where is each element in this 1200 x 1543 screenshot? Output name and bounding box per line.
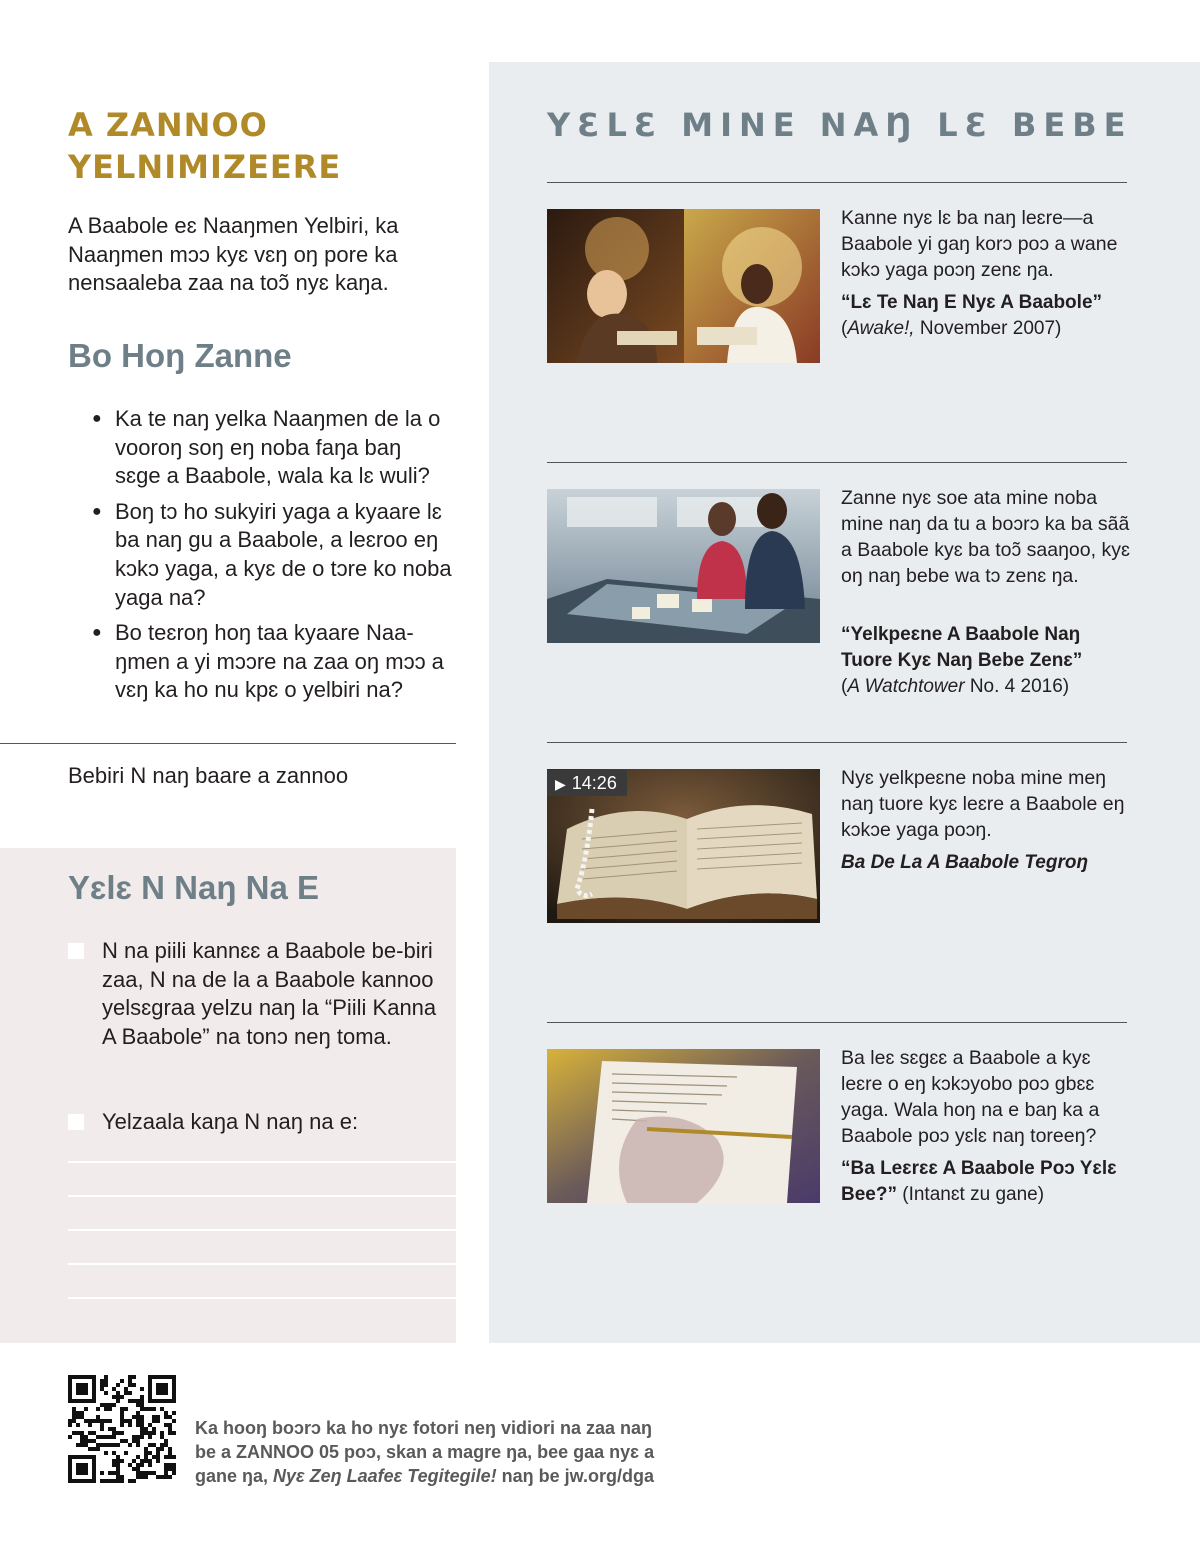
publication-name: Awake!,: [847, 318, 915, 339]
section-divider: [0, 743, 456, 744]
reference-title[interactable]: Ba De La A Baabole Tegroŋ: [841, 852, 1089, 873]
study-date-note[interactable]: Bebiri N naŋ baare a zannoo: [68, 763, 349, 788]
write-line[interactable]: [68, 1297, 456, 1299]
try-it-panel: [0, 848, 456, 1343]
goal-checkbox-item[interactable]: [68, 1108, 438, 1137]
write-line[interactable]: [68, 1263, 456, 1265]
video-duration: 14:26: [571, 773, 617, 793]
explore-item-reference[interactable]: “Lɛ Te Naŋ E Nyɛ A Baabole” (Awake!, November 2007): [841, 292, 1103, 339]
bullet-icon: ●: [92, 624, 102, 642]
brochure-title[interactable]: Nyɛ Zeŋ Laafeɛ Tegitegile!: [273, 1466, 497, 1486]
explore-item-reference[interactable]: “Ba Leɛrɛɛ A Baabole Poɔ Yɛlɛ Bee?” (Intanɛt zu gane): [841, 1158, 1117, 1205]
review-title: Bo Hoŋ Zanne: [68, 337, 292, 374]
bullet-icon: ●: [92, 502, 102, 520]
explore-item-text: Zanne nyɛ soe ata mine noba mine naŋ da tu a boɔrɔ ka ba sãã a Baabole kyɛ ba toɔ̃ saaŋoo, kyɛ oŋ naŋ bebe wa tɔ zenɛ ŋa.: [841, 487, 1130, 587]
item-divider: [547, 182, 1127, 183]
explore-item-reference[interactable]: [841, 850, 1131, 876]
hand-writing-manuscript[interactable]: [547, 1049, 820, 1203]
review-question: [92, 405, 452, 491]
checkbox[interactable]: [68, 943, 84, 959]
review-list: [92, 405, 452, 712]
footer-text: Ka hooŋ boɔrɔ ka ho nyɛ fotori neŋ vidiori na zaa naŋ be a ZANNOO 05 poɔ, skan a magre ŋa, bee gaa nyɛ a gane ŋa, Nyɛ Zeŋ Laafeɛ Tegitegile! naŋ be jw.org/dga: [195, 1418, 655, 1486]
checkbox[interactable]: [68, 1114, 84, 1130]
play-icon: ▶: [555, 776, 566, 792]
summary-text: A Baabole eɛ Naaŋmen Yelbiri, ka Naaŋmen mɔɔ kyɛ vɛŋ oŋ pore ka nensaaleba zaa na toɔ̃ nyɛ kaŋa.: [68, 213, 399, 295]
review-question-text: Bo teɛroŋ hoŋ taa kyaare Naa-ŋmen a yi mɔɔre na zaa oŋ mɔɔ a vɛŋ ka ho nu kpɛ o yelbiri na?: [115, 620, 444, 703]
explore-item-text: Ba leɛ sɛgɛɛ a Baabole a kyɛ leɛre o eŋ kɔkɔyobo poɔ gbɛɛ yaga. Wala hoŋ na e baŋ ka a Baabole poɔ yɛlɛ naŋ toreeŋ?: [841, 1047, 1100, 1147]
review-question: [92, 619, 452, 705]
item-divider: [547, 742, 1127, 743]
review-question-text: Ka te naŋ yelka Naaŋmen de la o vooroŋ soŋ eŋ noba faŋa baŋ sɛge a Baabole, wala ka lɛ wuli?: [115, 406, 441, 489]
reference-title[interactable]: “Yelkpeɛne A Baabole Naŋ Tuore Kyɛ Naŋ Bebe Zenɛ”: [841, 624, 1083, 671]
item-divider: [547, 462, 1127, 463]
goal-text: N na piili kannɛɛ a Baabole be-biri zaa, N na de la a Baabole kannoo yelsɛgraa yelzu naŋ la “Piili Kanna A Baabole” na tonɔ neŋ toma.: [102, 938, 437, 1049]
goal-text: Yelzaala kaŋa N naŋ na e:: [102, 1109, 359, 1134]
write-line[interactable]: [68, 1229, 456, 1231]
review-question-text: Boŋ tɔ ho sukyiri yaga a kyaare lɛ ba naŋ gu a Baabole, a leɛroo eŋ kɔkɔ yaga, a kyɛ de o tɔre ko noba yaga na?: [115, 498, 452, 610]
qr-code-icon[interactable]: [68, 1375, 176, 1483]
explore-item-text: Kanne nyɛ lɛ ba naŋ leɛre—a Baabole yi gaŋ korɔ poɔ a wane kɔkɔ yaga poɔŋ zenɛ ŋa.: [841, 207, 1118, 281]
item-divider: [547, 1022, 1127, 1023]
review-question: [92, 498, 452, 612]
write-line[interactable]: [68, 1161, 456, 1163]
publication-name: A Watchtower: [847, 676, 965, 697]
explore-title: YƐLƐ MINE NAŊ LƐ BEBE: [547, 106, 1133, 144]
reference-title[interactable]: “Lɛ Te Naŋ E Nyɛ A Baabole”: [841, 292, 1103, 313]
bible-translators-illustration[interactable]: [547, 209, 820, 363]
video-duration-badge[interactable]: [547, 770, 627, 796]
summary-title: A ZANNOO YELNIMIZEERE: [68, 106, 342, 186]
reference-title[interactable]: “Ba Leɛrɛɛ A Baabole Poɔ Yɛlɛ Bee?”: [841, 1158, 1117, 1205]
explore-item-reference[interactable]: “Yelkpeɛne A Baabole Naŋ Tuore Kyɛ Naŋ Bebe Zenɛ” (A Watchtower No. 4 2016): [841, 624, 1083, 697]
explore-item-text: Nyɛ yelkpeɛne noba mine meŋ naŋ tuore kyɛ leɛre a Baabole eŋ kɔkɔe yaga poɔŋ.: [841, 767, 1125, 841]
goal-checkbox-item[interactable]: [68, 937, 438, 1051]
bullet-icon: ●: [92, 410, 102, 427]
write-line[interactable]: [68, 1195, 456, 1197]
museum-couple-photo[interactable]: [547, 489, 820, 643]
try-it-title: Yɛlɛ N Naŋ Na E: [68, 869, 320, 906]
